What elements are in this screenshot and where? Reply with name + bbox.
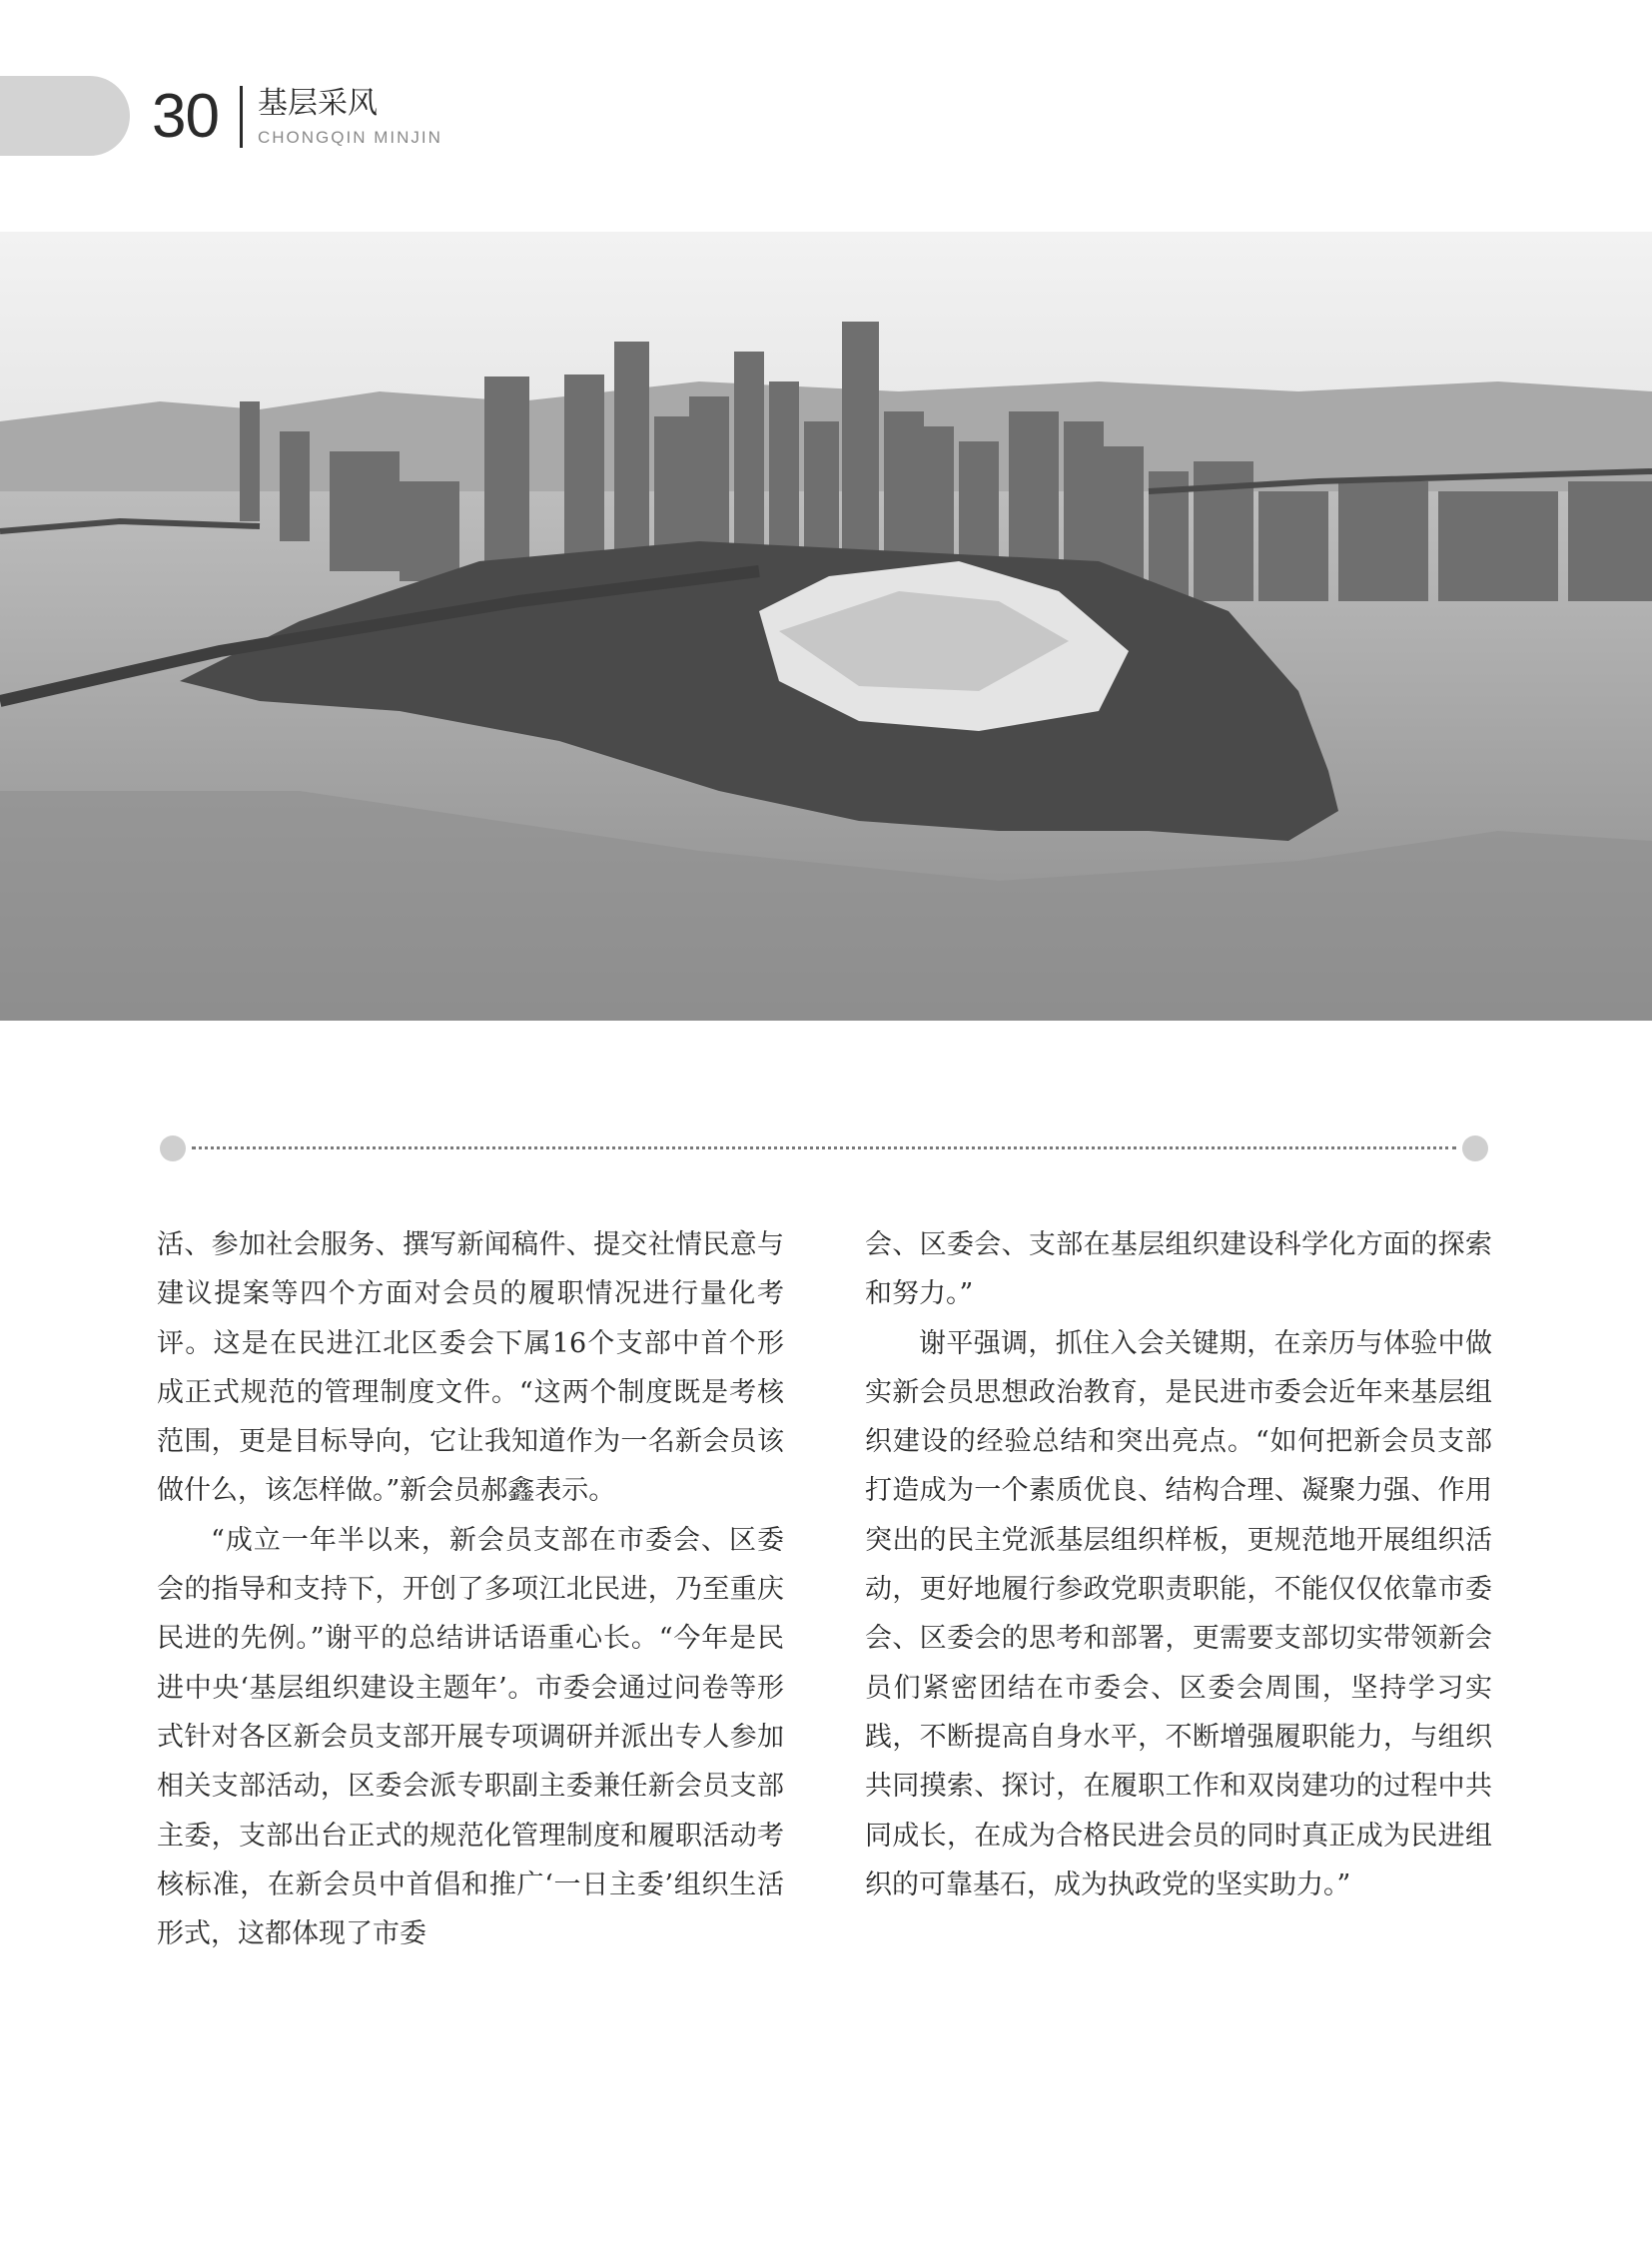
divider-dot-left — [160, 1135, 186, 1161]
article-paragraph: 会、区委会、支部在基层组织建设科学化方面的探索和努力。” — [865, 1229, 1492, 1310]
divider-dot-right — [1462, 1135, 1488, 1161]
article-paragraph: 谢平强调，抓住入会关键期，在亲历与体验中做实新会员思想政治教育，是民进市委会近年来基层组织建设的经验总结和突出亮点。“如何把新会员支部打造成为一个素质优良、结构合理、凝聚力强、作用突出的民主党派基层组织样板，更规范地开展组织活动，更好地履行参政党职责职能，不能仅仅依靠市委会、区委会的思考和部署，更需要支部切实带领新会员们紧密团结在市委会、区委会周围，坚持学习实践，不断提高自身水平，不断增强履职能力，与组织共同摸索、探讨，在履职工作和双岗建功的过程中共同成长，在成为合格民进会员的同时真正成为民进组织的可靠基石，成为执政党的坚实助力。” — [865, 1327, 1492, 1900]
article-column-left — [157, 1220, 784, 1958]
dotted-divider — [160, 1135, 1488, 1161]
header-tab — [0, 76, 130, 156]
header-divider — [240, 86, 243, 148]
page-number: 30 — [152, 82, 219, 151]
article-paragraph: “成立一年半以来，新会员支部在市委会、区委会的指导和支持下，开创了多项江北民进，乃至重庆民进的先例。”谢平的总结讲话语重心长。“今年是民进中央‘基层组织建设主题年’。市委会通过问卷等形式针对各区新会员支部开展专项调研并派出专人参加相关支部活动，区委会派专职副主委兼任新会员支部主委，支部出台正式的规范化管理制度和履职活动考核标准，在新会员中首倡和推广‘一日主委’组织生活形式，这都体现了市委 — [157, 1524, 784, 1950]
section-subtitle: CHONGQIN MINJIN — [258, 128, 442, 147]
article-column-right — [865, 1220, 1492, 1909]
divider-dotted-line — [192, 1146, 1456, 1149]
section-title: 基层采风 — [258, 86, 378, 121]
city-skyline-photo — [0, 232, 1652, 1021]
article-paragraph: 活、参加社会服务、撰写新闻稿件、提交社情民意与建议提案等四个方面对会员的履职情况进行量化考评。这是在民进江北区委会下属16个支部中首个形成正式规范的管理制度文件。“这两个制度既是考核范围，更是目标导向，它让我知道作为一名新会员该做什么，该怎样做。”新会员郝鑫表示。 — [157, 1229, 784, 1507]
